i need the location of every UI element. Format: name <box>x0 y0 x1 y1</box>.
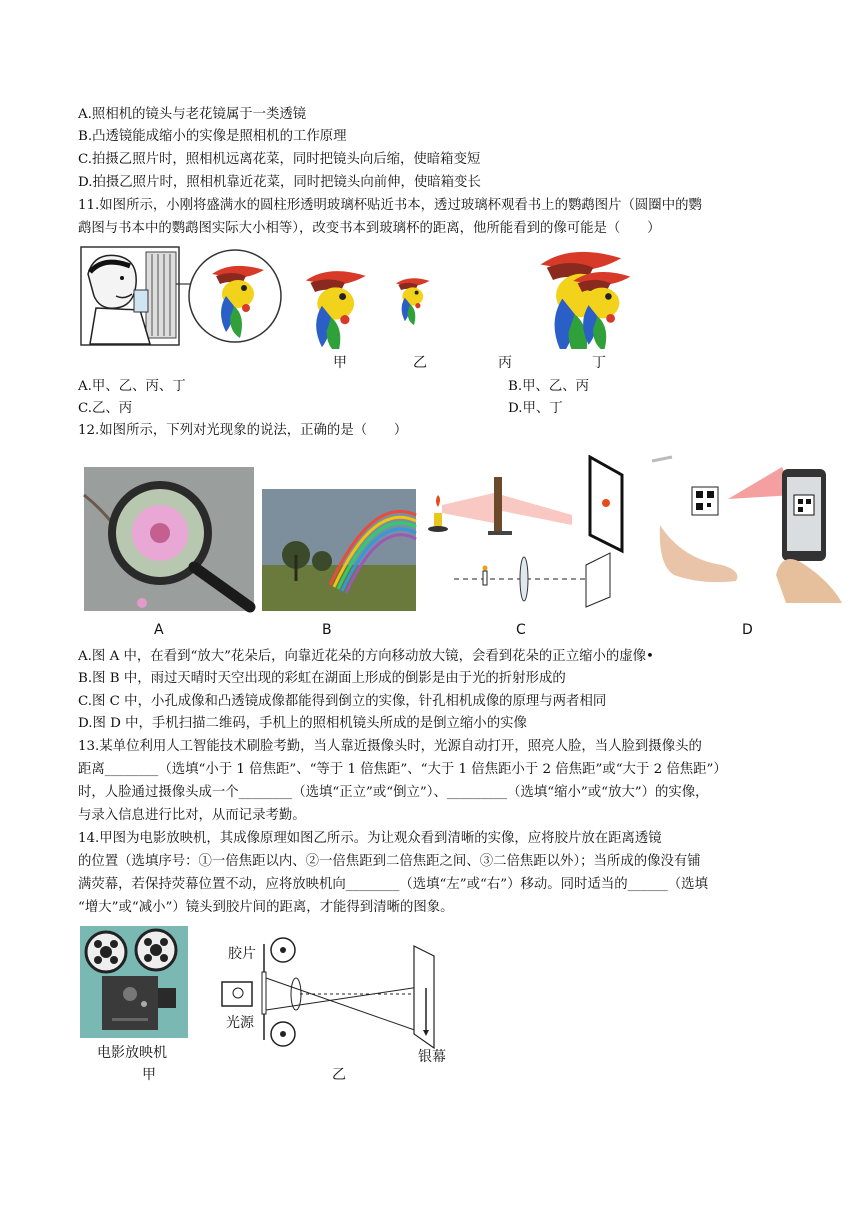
figure-d-phone-qr <box>652 457 842 603</box>
q11-stem-line2: 鹉图与书本中的鹦鹉图实际大小相等），改变书本到玻璃杯的距离，他所能看到的像可能是（ ） <box>78 221 661 236</box>
q12-label-d: D <box>742 622 753 638</box>
screen-label: 银幕 <box>418 1049 446 1065</box>
q12-label-a: A <box>154 622 164 638</box>
q12-option-b: B.图 B 中，雨过天晴时天空出现的彩虹在湖面上形成的倒影是由于光的折射形成的 <box>78 671 566 686</box>
q11-label-ding: 丁 <box>592 355 606 371</box>
figure-a-magnifier <box>84 467 254 611</box>
q12-option-a: A.图 A 中，在看到“放大”花朵后，向靠近花朵的方向移动放大镜，会看到花朵的正立缩小的虚像• <box>78 649 654 664</box>
q11-label-jia: 甲 <box>333 355 347 371</box>
q12-option-d: D.图 D 中，手机扫描二维码，手机上的照相机镜头所成的是倒立缩小的实像 <box>78 716 527 731</box>
figure-c-pinhole-lens <box>428 457 622 607</box>
q10-option-b: B.凸透镜能成缩小的实像是照相机的工作原理 <box>78 129 347 144</box>
projector-caption: 电影放映机 <box>97 1045 167 1061</box>
light-source-label: 光源 <box>226 1015 254 1031</box>
q10-option-d: D.拍摄乙照片时，照相机靠近花菜，同时把镜头向前伸，使暗箱变长 <box>78 175 481 190</box>
q14-line1: 14.甲图为电影放映机，其成像原理如图乙所示。为让观众看到清晰的实像，应将胶片放在距离透镜 <box>78 831 662 846</box>
projector-illustration <box>80 926 188 1038</box>
q10-option-c: C.拍摄乙照片时，照相机远离花菜，同时把镜头向后缩，使暗箱变短 <box>78 152 481 167</box>
film-label: 胶片 <box>228 946 256 962</box>
q11-label-yi: 乙 <box>413 355 427 371</box>
man-reading-illustration <box>81 247 179 345</box>
q14-line4: “增大”或“减小”）镜头到胶片间的距离，才能得到清晰的图象。 <box>78 900 454 915</box>
q12-figures <box>82 455 852 617</box>
q13-line3: 时，人脸通过摄像头成一个________（选填“正立”或“倒立”）、_________（选填“缩小”或“放大”）的实像， <box>78 785 709 800</box>
parrot-jia <box>306 271 366 349</box>
fig-jia-label: 甲 <box>142 1067 156 1083</box>
figure-b-rainbow <box>262 489 416 611</box>
q11-option-b: B.甲、乙、丙 <box>508 379 590 394</box>
q13-line1: 13.某单位利用人工智能技术刷脸考勤，当人靠近摄像头时，光源自动打开，照亮人脸，当人脸到摄像头的 <box>78 739 702 754</box>
q11-option-d: D.甲、丁 <box>508 401 563 416</box>
q12-label-b: B <box>322 622 332 638</box>
q12-stem: 12.如图所示，下列对光现象的说法，正确的是（ ） <box>78 423 408 438</box>
q11-option-a: A.甲、乙、丙、丁 <box>78 379 186 394</box>
q14-line2: 的位置（选填序号：①一倍焦距以内、②一倍焦距到二倍焦距之间、③二倍焦距以外）；当所成的像没有铺 <box>78 854 701 869</box>
q12-option-c: C.图 C 中，小孔成像和凸透镜成像都能得到倒立的实像，针孔相机成像的原理与两者相同 <box>78 694 607 709</box>
q13-line2: 距离________（选填“小于 1 倍焦距”、“等于 1 倍焦距”、“大于 1 倍焦距小于 2 倍焦距”或“大于 2 倍焦距”） <box>78 762 727 777</box>
q14-line3: 满荧幕，若保持荧幕位置不动，应将放映机向________（选填“左”或“右”）移动。同时适当的______（选填 <box>78 877 708 892</box>
parrot-yi <box>396 278 430 325</box>
q11-label-bing: 丙 <box>498 355 512 371</box>
fig-yi-label: 乙 <box>332 1067 346 1083</box>
q11-option-c: C.乙、丙 <box>78 401 133 416</box>
q11-figure <box>80 244 680 349</box>
q13-line4: 与录入信息进行比对，从而记录考勤。 <box>78 808 306 823</box>
q12-label-c: C <box>516 622 526 638</box>
q11-stem-line1: 11.如图所示，小刚将盛满水的圆柱形透明玻璃杯贴近书本，透过玻璃杯观看书上的鹦鹉图片（圆圈中的鹦 <box>78 198 702 213</box>
q10-option-a: A.照相机的镜头与老花镜属于一类透镜 <box>78 107 307 122</box>
